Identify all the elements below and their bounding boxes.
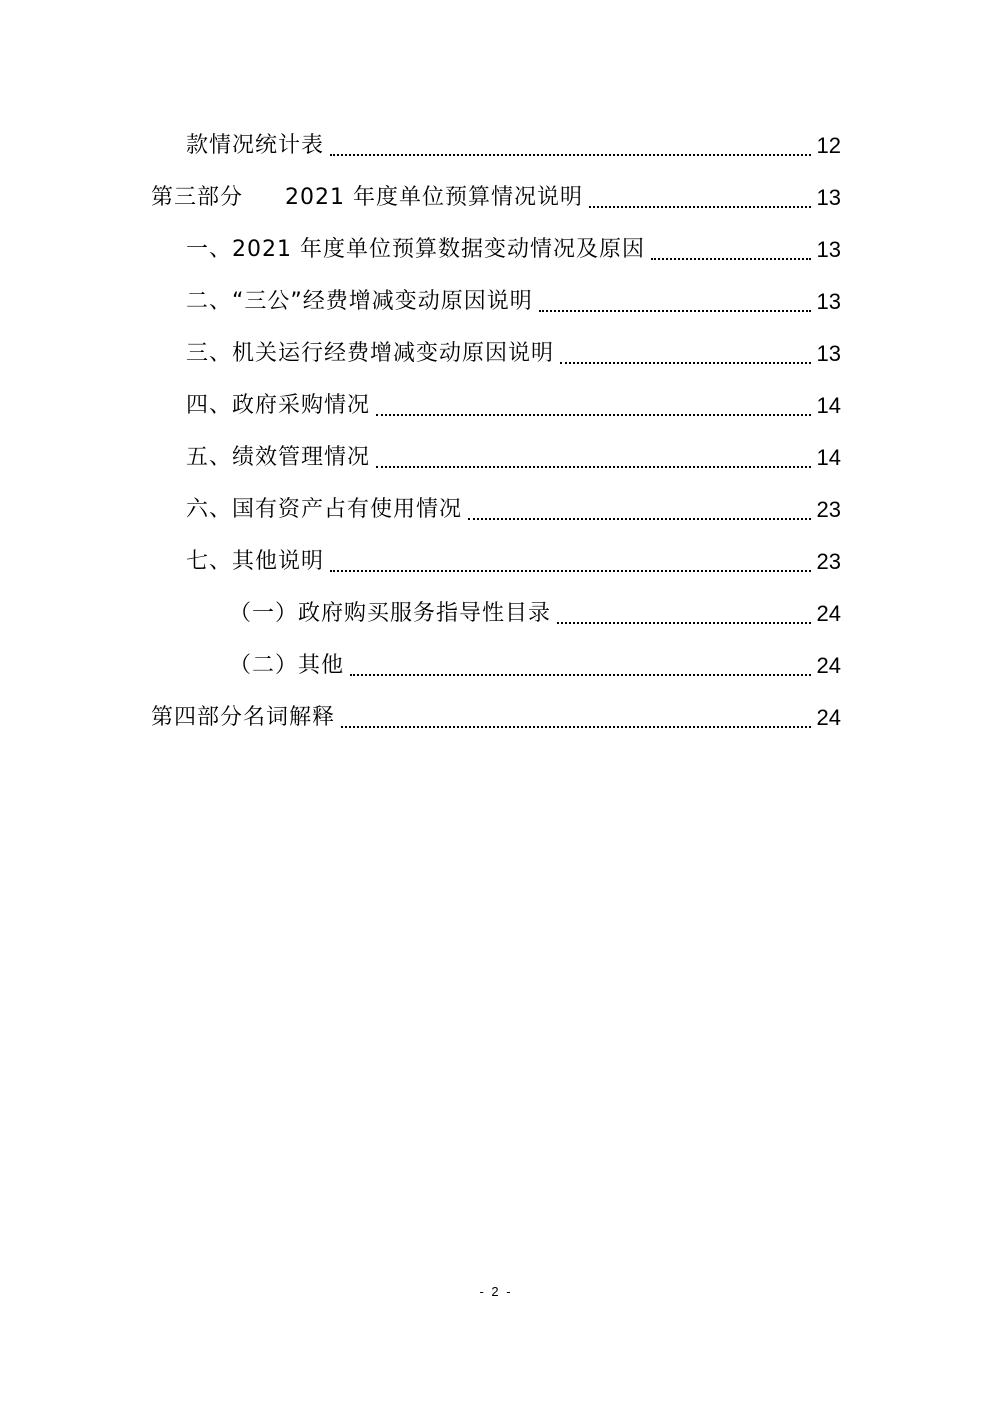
toc-entry-title: 六、国有资产占有使用情况 (186, 497, 463, 522)
toc-page-number: 12 (816, 133, 841, 158)
toc-page-number: 24 (816, 601, 841, 626)
toc-entry-title: 款情况统计表 (186, 133, 325, 158)
toc-entry-title (151, 172, 583, 224)
toc-dot-leader (560, 341, 811, 367)
page-footer-number: - 2 - (479, 1284, 513, 1299)
toc-dot-leader (350, 653, 811, 679)
toc-entry-title: （一）政府购买服务指导性目录 (229, 601, 552, 626)
toc-subentry[interactable] (0, 588, 992, 640)
toc-dot-leader (376, 445, 811, 471)
toc-entry[interactable] (0, 432, 992, 484)
toc-entry-title: 五、绩效管理情况 (186, 445, 371, 470)
toc-dot-leader (330, 133, 811, 159)
toc-page-number: 24 (816, 705, 841, 730)
toc-dot-leader (330, 549, 811, 575)
toc-section-heading[interactable] (0, 172, 992, 224)
toc-section-heading[interactable] (0, 692, 992, 744)
toc-dot-leader (341, 705, 811, 731)
toc-dot-leader (468, 497, 811, 523)
toc-dot-leader (376, 393, 811, 419)
toc-entry[interactable] (0, 120, 992, 172)
toc-dot-leader (589, 185, 811, 211)
toc-entry[interactable] (0, 328, 992, 380)
toc-page-number: 13 (816, 341, 841, 366)
toc-entry[interactable] (0, 276, 992, 328)
table-of-contents (0, 120, 992, 744)
toc-entry-title: 第四部分名词解释 (151, 705, 336, 730)
toc-page-number: 14 (816, 393, 841, 418)
toc-dot-leader (539, 289, 811, 315)
toc-dot-leader (651, 237, 811, 263)
toc-entry-title: 七、其他说明 (186, 549, 325, 574)
toc-page-number: 24 (816, 653, 841, 678)
toc-entry-title: 一、2021 年度单位预算数据变动情况及原因 (186, 237, 645, 262)
toc-subentry[interactable] (0, 640, 992, 692)
toc-entry-title: （二）其他 (229, 653, 345, 678)
toc-entry[interactable] (0, 484, 992, 536)
toc-entry[interactable] (0, 380, 992, 432)
toc-entry[interactable] (0, 224, 992, 276)
toc-section-title: 2021 年度单位预算情况说明 (285, 185, 583, 210)
toc-entry-title: 三、机关运行经费增减变动原因说明 (186, 341, 555, 366)
toc-entry-title: 二、“三公”经费增减变动原因说明 (186, 289, 533, 314)
toc-dot-leader (557, 601, 811, 627)
toc-entry-title: 四、政府采购情况 (186, 393, 371, 418)
toc-page-number: 13 (816, 185, 841, 210)
toc-page-number: 13 (816, 289, 841, 314)
toc-entry[interactable] (0, 536, 992, 588)
toc-page-number: 23 (816, 549, 841, 574)
toc-section-prefix: 第三部分 (151, 185, 244, 210)
toc-page-number: 23 (816, 497, 841, 522)
toc-page-number: 14 (816, 445, 841, 470)
toc-page-number: 13 (816, 237, 841, 262)
